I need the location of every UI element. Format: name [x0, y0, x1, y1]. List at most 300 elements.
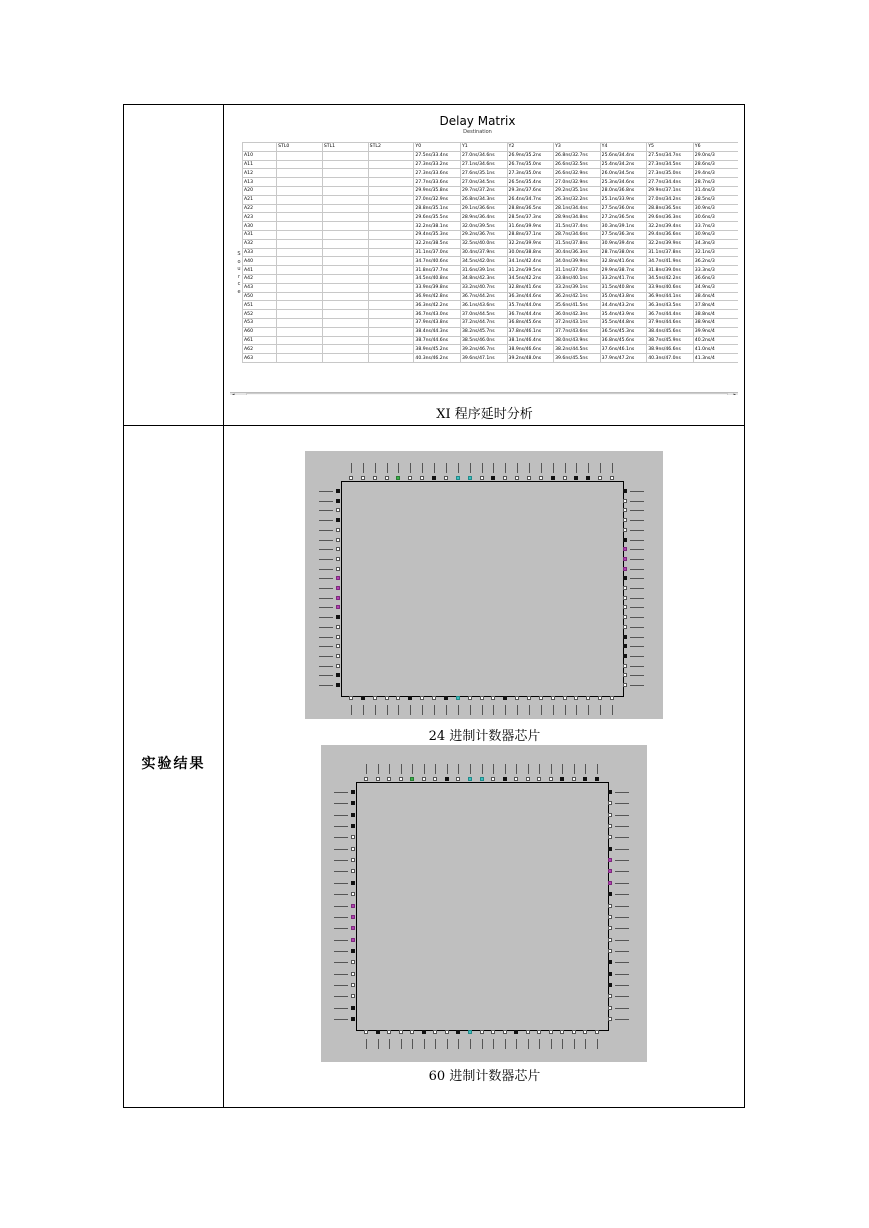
table-cell: 32.1ns/3 [693, 248, 738, 257]
pin-marker[interactable] [456, 777, 460, 781]
pin-label [334, 1008, 348, 1009]
pin-marker[interactable] [608, 835, 612, 839]
pin-marker[interactable] [336, 489, 340, 493]
pin-marker[interactable] [468, 696, 472, 700]
row-header[interactable]: A52 [243, 310, 277, 319]
pin-marker[interactable] [336, 528, 340, 532]
row-header[interactable]: A60 [243, 327, 277, 336]
table-cell: 39.2ns/46.7ns [460, 345, 507, 354]
table-cell [322, 178, 368, 187]
pin-marker[interactable] [503, 777, 507, 781]
table-cell [277, 169, 323, 178]
table-cell: 28.0ns/36.8ns [600, 186, 647, 195]
table-cell: 27.3ns/34.5ns [647, 160, 694, 169]
pin-marker[interactable] [456, 1030, 460, 1034]
pin-marker[interactable] [537, 1030, 541, 1034]
table-cell [368, 213, 414, 222]
pin-marker[interactable] [526, 1030, 530, 1034]
pin-marker[interactable] [336, 576, 340, 580]
table-cell [322, 283, 368, 292]
table-cell [322, 257, 368, 266]
row-header[interactable]: A61 [243, 336, 277, 345]
table-cell: 34.1ns/42.4ns [507, 257, 554, 266]
pin-marker[interactable] [351, 972, 355, 976]
pin-marker[interactable] [623, 508, 627, 512]
table-cell [322, 336, 368, 345]
pin-marker[interactable] [623, 538, 627, 542]
pin-marker[interactable] [396, 696, 400, 700]
table-cell: 34.5ns/42.0ns [460, 257, 507, 266]
pin-marker[interactable] [608, 801, 612, 805]
pin-marker[interactable] [563, 696, 567, 700]
pin-marker[interactable] [514, 777, 518, 781]
pin-marker[interactable] [610, 696, 614, 700]
pin-label [574, 1039, 575, 1049]
pin-marker[interactable] [351, 790, 355, 794]
pin-label [435, 764, 436, 774]
pin-label [319, 569, 333, 570]
table-cell: 35.6ns/41.5ns [554, 301, 601, 310]
table-cell [277, 274, 323, 283]
pin-marker[interactable] [456, 696, 460, 700]
table-cell: 27.0ns/34.2ns [647, 195, 694, 204]
pin-marker[interactable] [336, 567, 340, 571]
table-cell: 37.9ns/44.6ns [647, 318, 694, 327]
pin-marker[interactable] [503, 476, 507, 480]
pin-label [615, 1008, 629, 1009]
pin-marker[interactable] [351, 926, 355, 930]
pin-marker[interactable] [610, 476, 614, 480]
pin-marker[interactable] [387, 1030, 391, 1034]
pin-marker[interactable] [527, 696, 531, 700]
pin-label [615, 883, 629, 884]
scroll-right-icon[interactable]: ▸ [733, 392, 736, 395]
pin-marker[interactable] [422, 777, 426, 781]
row-header[interactable]: A42 [243, 274, 277, 283]
pin-label [435, 1039, 436, 1049]
row-header[interactable]: A13 [243, 178, 277, 187]
column-header[interactable]: STL2 [368, 143, 414, 152]
pin-label [505, 764, 506, 774]
table-row [243, 222, 739, 231]
pin-marker[interactable] [336, 586, 340, 590]
pin-marker[interactable] [351, 801, 355, 805]
pin-marker[interactable] [349, 476, 353, 480]
table-cell: 27.7ns/34.4ns [647, 178, 694, 187]
pin-marker[interactable] [336, 683, 340, 687]
row-header[interactable]: A33 [243, 248, 277, 257]
row-header[interactable]: A62 [243, 345, 277, 354]
pin-marker[interactable] [574, 696, 578, 700]
pin-marker[interactable] [583, 1030, 587, 1034]
table-cell [368, 292, 414, 301]
pin-marker[interactable] [336, 654, 340, 658]
table-cell [368, 195, 414, 204]
pin-marker[interactable] [623, 596, 627, 600]
pin-marker[interactable] [336, 605, 340, 609]
column-header[interactable]: Y0 [414, 143, 461, 152]
pin-marker[interactable] [396, 476, 400, 480]
table-cell: 36.3ns/42.2ns [414, 301, 461, 310]
pin-marker[interactable] [623, 528, 627, 532]
pin-marker[interactable] [623, 557, 627, 561]
pin-marker[interactable] [336, 508, 340, 512]
table-cell [368, 257, 414, 266]
row-header[interactable]: A41 [243, 266, 277, 275]
pin-label [517, 705, 518, 715]
table-cell: 31.4ns/3 [693, 186, 738, 195]
table-cell: 32.2ns/39.9ns [507, 239, 554, 248]
pin-marker[interactable] [598, 476, 602, 480]
table-cell: 38.7ns/44.6ns [414, 336, 461, 345]
pin-marker[interactable] [586, 476, 590, 480]
table-cell: 29.9ns/37.1ns [647, 186, 694, 195]
column-header[interactable]: Y5 [647, 143, 694, 152]
scroll-left-icon[interactable]: ◂ [232, 392, 235, 395]
pin-marker[interactable] [480, 696, 484, 700]
pin-label [528, 1039, 529, 1049]
pin-marker[interactable] [608, 994, 612, 998]
pin-label [528, 764, 529, 774]
pin-marker[interactable] [608, 949, 612, 953]
pin-marker[interactable] [572, 1030, 576, 1034]
pin-marker[interactable] [514, 1030, 518, 1034]
pin-label [319, 520, 333, 521]
pin-marker[interactable] [539, 476, 543, 480]
table-cell: 25.3ns/34.6ns [600, 178, 647, 187]
pin-label [630, 588, 644, 589]
pin-marker[interactable] [527, 476, 531, 480]
pin-marker[interactable] [551, 476, 555, 480]
table-cell: 30.0ns/38.8ns [507, 248, 554, 257]
pin-marker[interactable] [373, 476, 377, 480]
column-header[interactable]: STL1 [322, 143, 368, 152]
pin-label [334, 940, 348, 941]
pin-label [615, 996, 629, 997]
pin-marker[interactable] [336, 635, 340, 639]
row-header[interactable]: A51 [243, 301, 277, 310]
pin-marker[interactable] [608, 1006, 612, 1010]
pin-marker[interactable] [583, 777, 587, 781]
pin-marker[interactable] [549, 1030, 553, 1034]
table-row [243, 292, 739, 301]
pin-marker[interactable] [351, 835, 355, 839]
pin-marker[interactable] [399, 777, 403, 781]
pin-marker[interactable] [351, 858, 355, 862]
pin-marker[interactable] [623, 547, 627, 551]
pin-label [319, 510, 333, 511]
pin-marker[interactable] [623, 664, 627, 668]
pin-marker[interactable] [351, 938, 355, 942]
pin-marker[interactable] [410, 1030, 414, 1034]
pin-marker[interactable] [336, 673, 340, 677]
pin-marker[interactable] [336, 518, 340, 522]
pin-marker[interactable] [608, 960, 612, 964]
pin-marker[interactable] [336, 644, 340, 648]
pin-marker[interactable] [433, 777, 437, 781]
scrollbar-thumb[interactable] [246, 393, 728, 395]
pin-label [319, 607, 333, 608]
pin-marker[interactable] [351, 847, 355, 851]
pin-marker[interactable] [351, 960, 355, 964]
row-header[interactable]: A63 [243, 354, 277, 363]
horizontal-scrollbar[interactable] [230, 392, 738, 395]
pin-marker[interactable] [623, 673, 627, 677]
pin-marker[interactable] [560, 1030, 564, 1034]
table-row [243, 151, 739, 160]
pin-marker[interactable] [480, 476, 484, 480]
pin-marker[interactable] [623, 635, 627, 639]
pin-marker[interactable] [608, 813, 612, 817]
pin-marker[interactable] [480, 1030, 484, 1034]
pin-marker[interactable] [608, 904, 612, 908]
pin-marker[interactable] [595, 1030, 599, 1034]
pin-marker[interactable] [623, 586, 627, 590]
pin-marker[interactable] [537, 777, 541, 781]
pin-marker[interactable] [349, 696, 353, 700]
pin-marker[interactable] [376, 1030, 380, 1034]
pin-marker[interactable] [595, 777, 599, 781]
pin-marker[interactable] [503, 696, 507, 700]
pin-marker[interactable] [336, 615, 340, 619]
pin-marker[interactable] [608, 869, 612, 873]
pin-marker[interactable] [373, 696, 377, 700]
pin-label [334, 985, 348, 986]
pin-label [482, 764, 483, 774]
pin-marker[interactable] [408, 696, 412, 700]
pin-marker[interactable] [385, 476, 389, 480]
pin-marker[interactable] [598, 696, 602, 700]
pin-marker[interactable] [623, 615, 627, 619]
row-header[interactable]: A10 [243, 151, 277, 160]
pin-marker[interactable] [351, 904, 355, 908]
column-header[interactable]: STL0 [277, 143, 323, 152]
pin-marker[interactable] [351, 881, 355, 885]
pin-marker[interactable] [623, 567, 627, 571]
pin-marker[interactable] [336, 499, 340, 503]
pin-marker[interactable] [385, 696, 389, 700]
pin-marker[interactable] [549, 777, 553, 781]
pin-marker[interactable] [560, 777, 564, 781]
table-cell: 29.0ns/3 [693, 151, 738, 160]
pin-label [615, 928, 629, 929]
pin-marker[interactable] [480, 777, 484, 781]
pin-marker[interactable] [608, 983, 612, 987]
pin-label [630, 646, 644, 647]
pin-label [389, 1039, 390, 1049]
pin-marker[interactable] [351, 1006, 355, 1010]
pin-marker[interactable] [444, 696, 448, 700]
table-cell: 31.5ns/37.8ns [554, 239, 601, 248]
table-cell: 26.4ns/34.7ns [507, 195, 554, 204]
table-cell: 27.2ns/36.5ns [600, 213, 647, 222]
pin-marker[interactable] [336, 538, 340, 542]
row-header[interactable]: A21 [243, 195, 277, 204]
row-header[interactable]: A23 [243, 213, 277, 222]
pin-marker[interactable] [574, 476, 578, 480]
pin-marker[interactable] [491, 1030, 495, 1034]
pin-label [334, 792, 348, 793]
delay-matrix-grid[interactable] [242, 142, 738, 393]
row-header[interactable]: A30 [243, 222, 277, 231]
pin-marker[interactable] [623, 576, 627, 580]
pin-marker[interactable] [410, 777, 414, 781]
pin-label [470, 1039, 471, 1049]
pin-marker[interactable] [608, 1017, 612, 1021]
pin-label [470, 463, 471, 473]
pin-marker[interactable] [351, 983, 355, 987]
pin-marker[interactable] [608, 824, 612, 828]
pin-marker[interactable] [623, 518, 627, 522]
pin-marker[interactable] [445, 1030, 449, 1034]
pin-marker[interactable] [336, 625, 340, 629]
pin-marker[interactable] [422, 1030, 426, 1034]
column-header[interactable]: Y4 [600, 143, 647, 152]
row-header[interactable]: A22 [243, 204, 277, 213]
pin-marker[interactable] [572, 777, 576, 781]
table-cell [277, 266, 323, 275]
pin-label [551, 1039, 552, 1049]
pin-marker[interactable] [387, 777, 391, 781]
table-cell: 37.7ns/43.6ns [554, 327, 601, 336]
delay-matrix-table [242, 142, 738, 363]
pin-marker[interactable] [623, 605, 627, 609]
pin-marker[interactable] [491, 696, 495, 700]
pin-marker[interactable] [432, 696, 436, 700]
row-header[interactable]: A40 [243, 257, 277, 266]
pin-marker[interactable] [445, 777, 449, 781]
pin-label [387, 705, 388, 715]
pin-label [334, 826, 348, 827]
pin-label [334, 996, 348, 997]
pin-marker[interactable] [351, 892, 355, 896]
pin-marker[interactable] [336, 547, 340, 551]
pin-label [630, 491, 644, 492]
pin-marker[interactable] [468, 777, 472, 781]
pin-marker[interactable] [351, 813, 355, 817]
pin-marker[interactable] [336, 664, 340, 668]
pin-label [422, 705, 423, 715]
pin-marker[interactable] [608, 926, 612, 930]
pin-marker[interactable] [336, 557, 340, 561]
pin-marker[interactable] [608, 790, 612, 794]
table-cell: 31.5ns/40.8ns [600, 283, 647, 292]
pin-marker[interactable] [361, 696, 365, 700]
column-header[interactable]: Y1 [460, 143, 507, 152]
pin-marker[interactable] [608, 938, 612, 942]
table-row [243, 178, 739, 187]
table-cell: 34.5ns/40.8ns [414, 274, 461, 283]
pin-marker[interactable] [623, 489, 627, 493]
table-cell: 27.6ns/35.1ns [460, 169, 507, 178]
pin-marker[interactable] [399, 1030, 403, 1034]
pin-marker[interactable] [563, 476, 567, 480]
pin-marker[interactable] [351, 915, 355, 919]
pin-marker[interactable] [433, 1030, 437, 1034]
pin-marker[interactable] [515, 476, 519, 480]
pin-label [319, 656, 333, 657]
column-header[interactable]: Y3 [554, 143, 601, 152]
pin-marker[interactable] [468, 476, 472, 480]
pin-marker[interactable] [456, 476, 460, 480]
table-cell: 40.3ns/46.2ns [414, 354, 461, 363]
table-cell: 36.8ns/45.6ns [600, 336, 647, 345]
table-cell: 34.0ns/39.9ns [554, 257, 601, 266]
table-cell: 27.3ns/35.0ns [507, 169, 554, 178]
pin-marker[interactable] [491, 777, 495, 781]
column-header[interactable]: Y6 [693, 143, 738, 152]
table-cell: 36.2ns/42.1ns [554, 292, 601, 301]
pin-label [398, 463, 399, 473]
pin-marker[interactable] [336, 596, 340, 600]
pin-marker[interactable] [623, 499, 627, 503]
table-row [243, 283, 739, 292]
column-header[interactable] [243, 143, 277, 152]
table-cell [277, 292, 323, 301]
table-cell [277, 248, 323, 257]
row-header[interactable]: A43 [243, 283, 277, 292]
pin-marker[interactable] [623, 644, 627, 648]
pin-marker[interactable] [608, 858, 612, 862]
pin-marker[interactable] [608, 881, 612, 885]
pin-marker[interactable] [376, 777, 380, 781]
pin-marker[interactable] [364, 777, 368, 781]
pin-label [351, 705, 352, 715]
pin-marker[interactable] [551, 696, 555, 700]
row-header[interactable]: A11 [243, 160, 277, 169]
pin-marker[interactable] [608, 892, 612, 896]
pin-label [615, 962, 629, 963]
pin-marker[interactable] [361, 476, 365, 480]
pin-marker[interactable] [420, 476, 424, 480]
pin-marker[interactable] [586, 696, 590, 700]
pin-marker[interactable] [432, 476, 436, 480]
pin-label [387, 463, 388, 473]
pin-marker[interactable] [351, 869, 355, 873]
chip-body [356, 782, 609, 1031]
pin-marker[interactable] [608, 972, 612, 976]
pin-marker[interactable] [623, 654, 627, 658]
pin-marker[interactable] [608, 847, 612, 851]
pin-marker[interactable] [491, 476, 495, 480]
row-header[interactable]: A12 [243, 169, 277, 178]
pin-marker[interactable] [623, 683, 627, 687]
row-header[interactable]: A53 [243, 318, 277, 327]
row-header[interactable]: A32 [243, 239, 277, 248]
pin-marker[interactable] [526, 777, 530, 781]
pin-marker[interactable] [503, 1030, 507, 1034]
pin-marker[interactable] [539, 696, 543, 700]
pin-marker[interactable] [351, 824, 355, 828]
pin-marker[interactable] [608, 915, 612, 919]
pin-label [615, 792, 629, 793]
pin-marker[interactable] [420, 696, 424, 700]
pin-marker[interactable] [364, 1030, 368, 1034]
pin-marker[interactable] [444, 476, 448, 480]
pin-marker[interactable] [351, 994, 355, 998]
column-header[interactable]: Y2 [507, 143, 554, 152]
pin-marker[interactable] [515, 696, 519, 700]
pin-marker[interactable] [468, 1030, 472, 1034]
pin-marker[interactable] [623, 625, 627, 629]
pin-marker[interactable] [351, 1017, 355, 1021]
pin-marker[interactable] [408, 476, 412, 480]
pin-label [447, 764, 448, 774]
row-header[interactable]: A20 [243, 186, 277, 195]
row-header[interactable]: A31 [243, 230, 277, 239]
row-header[interactable]: A50 [243, 292, 277, 301]
pin-marker[interactable] [351, 949, 355, 953]
